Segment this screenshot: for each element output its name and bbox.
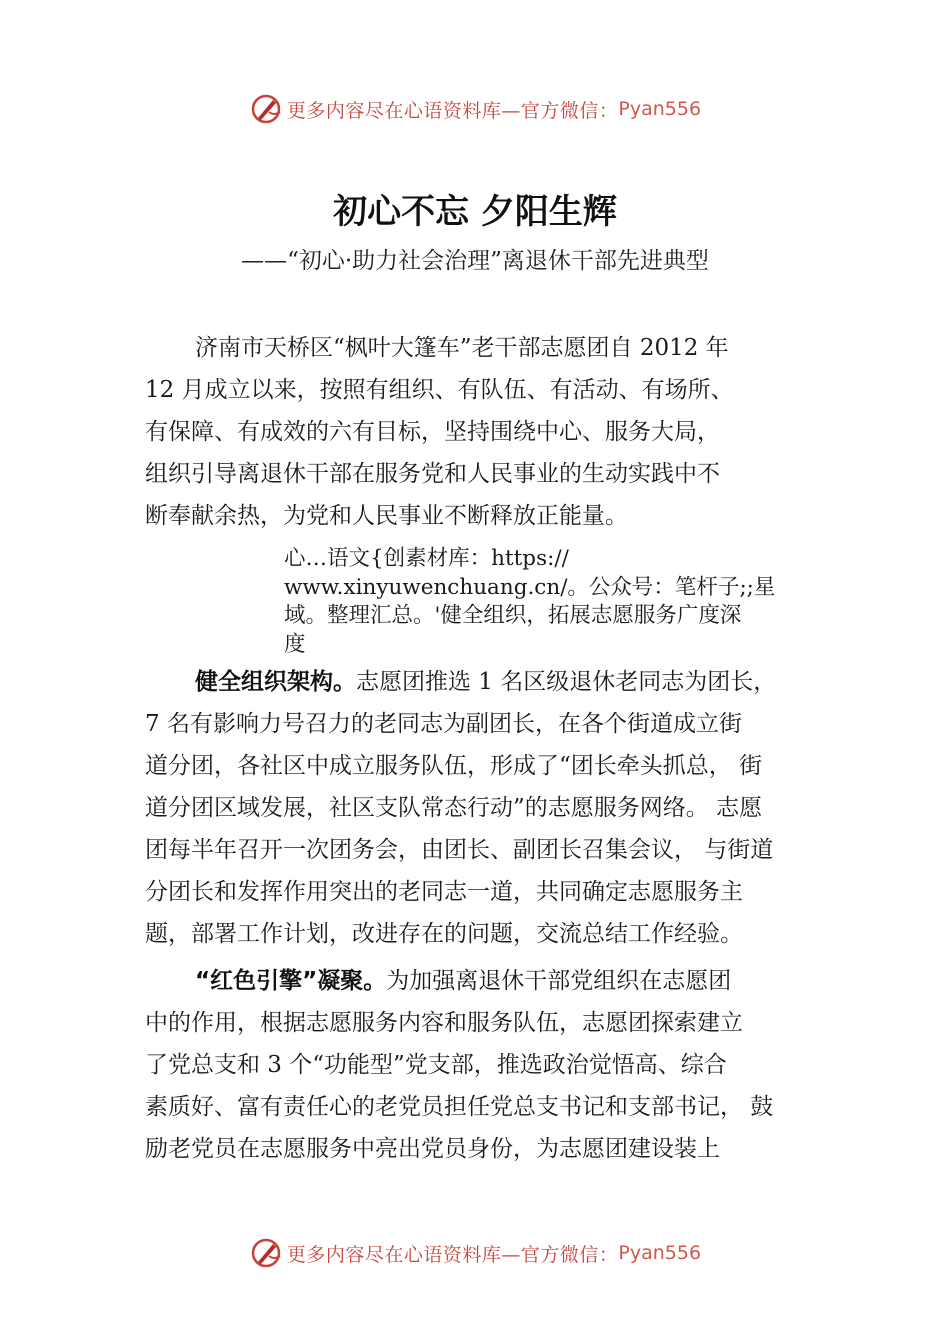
paragraph-text: 为加强离退休干部党组织在志愿团: [386, 968, 732, 994]
pen-logo-icon: [249, 92, 283, 126]
page-subtitle: ——“初心·助力社会治理”离退休干部先进典型: [241, 248, 709, 274]
red-engine-paragraph: [145, 960, 825, 1170]
paragraph-line: 团每半年召开一次团务会，由团长、副团长召集会议， 与街道: [145, 837, 774, 863]
organization-paragraph: [145, 661, 825, 955]
paragraph-first-line: [145, 661, 825, 703]
paragraph-line: 道分团，各社区中成立服务队伍，形成了“团长牵头抓总， 街: [145, 753, 763, 779]
paragraph-line: 道分团区域发展，社区支队常态行动”的志愿服务网络。 志愿: [145, 795, 763, 821]
paragraph-first-line: [145, 960, 825, 1002]
paragraph-line: 组织引导离退休干部在服务党和人民事业的生动实践中不: [145, 461, 720, 487]
paragraph-text: 志愿团推选 1 名区级退休老同志为团长，: [356, 669, 777, 695]
paragraph-line: 12 月成立以来，按照有组织、有队伍、有活动、有场所、: [145, 377, 734, 403]
paragraph-line: 分团长和发挥作用突出的老同志一道，共同确定志愿服务主: [145, 879, 743, 905]
banner-wechat-id: Pyan556: [618, 1242, 702, 1264]
paragraph-line: 了党总支和 3 个“功能型”党支部，推选政治觉悟高、综合: [145, 1052, 727, 1078]
paragraph-line: 有保障、有成效的六有目标，坚持围绕中心、服务大局，: [145, 419, 720, 445]
footer-banner: [0, 1233, 950, 1273]
pen-logo-icon: [249, 1236, 283, 1270]
page-title: 初心不忘 夕阳生辉: [333, 192, 617, 232]
paragraph-line: 7 名有影响力号召力的老同志为副团长，在各个街道成立街: [145, 711, 742, 737]
note-line: 域。整理汇总。'健全组织，拓展志愿服务广度深: [284, 603, 742, 628]
banner-text: 更多内容尽在心语资料库—官方微信：: [286, 1243, 619, 1266]
section-lead: “红色引擎”凝聚。: [195, 968, 387, 994]
paragraph-line: 励老党员在志愿服务中亮出党员身份，为志愿团建设装上: [145, 1136, 720, 1162]
intro-paragraph: [145, 327, 825, 537]
header-banner: [0, 89, 950, 129]
paragraph-line: 济南市天桥区“枫叶大篷车”老干部志愿团自 2012 年: [195, 335, 729, 361]
paragraph-line: 断奉献余热，为党和人民事业不断释放正能量。: [145, 503, 628, 529]
note-line: 度: [284, 631, 306, 657]
note-line: www.xinyuwenchuang.cn/。公众号：笔杆子;;星: [284, 574, 776, 600]
section-lead: 健全组织架构。: [195, 669, 356, 695]
paragraph-line: 题，部署工作计划，改进存在的问题，交流总结工作经验。: [145, 921, 743, 947]
paragraph-line: 素质好、富有责任心的老党员担任党总支书记和支部书记， 鼓: [145, 1094, 774, 1120]
banner-text: 更多内容尽在心语资料库—官方微信：: [286, 99, 619, 122]
note-line: 心…语文{创素材库：https://: [284, 546, 569, 571]
source-note: [284, 545, 844, 659]
paragraph-line: 中的作用，根据志愿服务内容和服务队伍，志愿团探索建立: [145, 1010, 743, 1036]
banner-wechat-id: Pyan556: [618, 98, 702, 120]
